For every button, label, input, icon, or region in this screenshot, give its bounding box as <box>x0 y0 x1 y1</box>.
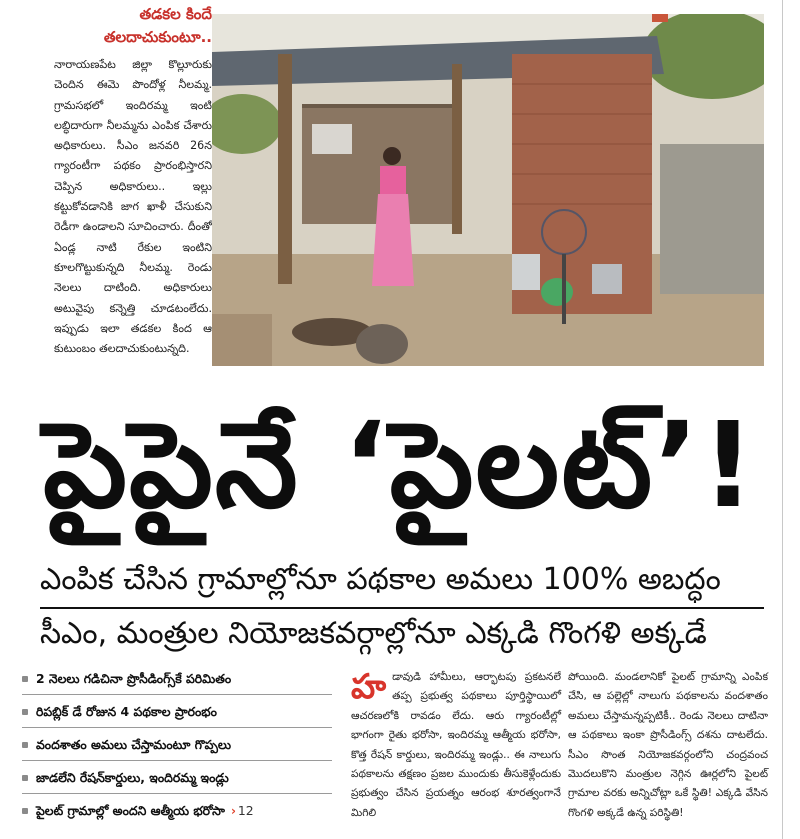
hut-photo-illustration <box>212 14 764 366</box>
caption-heading-line2: తలదాచుకుంటూ.. <box>103 28 212 46</box>
highlights-list <box>22 664 342 834</box>
news-photo <box>212 14 764 366</box>
continuation-arrow-icon: › <box>230 804 236 818</box>
photo-caption-text: నారాయణపేట జిల్లా కొల్లూరుకు చెందిన ఈమె పొందోళ్ల నీలమ్మ. గ్రామసభలో ఇందిరమ్మ ఇంటి లబ్ధిదారుగా నీలమ్మను ఎంపిక చేశారు అధికారులు. సీఎం జనవరి 26న గ్యారంటీగా పథకం ప్రారంభిస్తారని చెప్పిన అధికారులు.. ఇల్లు కట్టుకోవడానికి జాగ ఖాళీ చేసుకుని రెడీగా ఉండాలని సూచించారు. దీంతో ఏండ్ల నాటి రేకుల ఇంటిని కూలగొట్టుకున్నది నీలమ్మ. రెండు నెలలు దాటింది. అధికారులు అటువైపు కన్నెత్తి చూడటంలేదు. ఇప్పుడు ఇలా తడకల కింద ఆ కుటుంబం తలదాచుకుంటున్నది. <box>54 58 212 356</box>
bullet-icon <box>22 742 28 748</box>
drop-cap: హ <box>351 667 387 707</box>
subheadline-1: ఎంపిక చేసిన గ్రామాల్లోనూ పథకాల అమలు 100% అబద్ధం <box>40 562 721 597</box>
subheadline-2: సీఎం, మంత్రుల నియోజకవర్గాల్లోనూ ఎక్కడి గొంగళి అక్కడే <box>40 616 707 651</box>
page-margin-rule <box>782 0 783 839</box>
bullet-icon <box>22 709 28 715</box>
article-column-1 <box>351 668 561 836</box>
highlight-text: రిపబ్లిక్ డే రోజున 4 పథకాల ప్రారంభం <box>36 704 217 719</box>
caption-heading-line1: తడకల కిందే <box>139 5 212 23</box>
article-text-1: డావుడి హామీలు, ఆర్భాటపు ప్రకటనలే తప్ప ప్రభుత్వ పథకాలు పూర్తిస్థాయిలో ఆచరణలోకి రావడం లేదు. ఆరు గ్యారంటీల్లో భాగంగా రైతు భరోసా, ఇందిరమ్మ ఆత్మీయ భరోసా, కొత్త రేషన్ కార్డులు, ఇందిరమ్మ ఇండ్లు.. ఈ నాలుగు పథకాలను తక్షణం ప్రజల ముందుకు తీసుకెళ్లేందుకు ప్రభుత్వం చేసిన ప్రయత్నం ఆరంభ శూరత్వంగానే మిగిలి <box>351 671 561 819</box>
article-column-2: పోయింది. మండలానికో పైలట్ గ్రామాన్ని ఎంపిక చేసి, ఆ పల్లెల్లో నాలుగు పథకాలను వందశాతం అమలు చేస్తామన్నప్పటికీ.. రెండు నెలలు దాటినా ఆ పథకాలు ఇంకా ప్రొసీడింగ్స్ దశను దాటలేదు. సీఎం సొంత నియోజకవర్గంలోని చంద్రవంచ మొదలుకొని మంత్రుల నెగ్గిన ఊర్లలోని పైలట్ గ్రామాల వరకు అన్నిచోట్లా ఒకే స్థితి! ఎక్కడి వేసిన గొంగళి అక్కడే ఉన్న పరిస్థితి! <box>568 671 768 819</box>
highlight-item <box>22 697 332 728</box>
bullet-icon <box>22 775 28 781</box>
highlight-text: జాడలేని రేషన్‌కార్డులు, ఇందిరమ్మ ఇండ్లు <box>36 770 229 785</box>
highlight-text-inner: పైలట్ గ్రామాల్లో అందని ఆత్మీయ భరోసా <box>36 803 225 818</box>
highlight-item <box>22 664 332 695</box>
bullet-icon <box>22 808 28 814</box>
deck-divider <box>40 607 764 609</box>
highlight-text: వందశాతం అమలు చేస్తామంటూ గొప్పలు <box>36 737 231 752</box>
highlight-item <box>22 796 332 826</box>
highlight-item <box>22 730 332 761</box>
highlight-item <box>22 763 332 794</box>
highlight-text <box>36 796 254 826</box>
main-headline: పైపైనే ‘పైలట్’! <box>43 396 757 534</box>
bullet-icon <box>22 676 28 682</box>
continuation-page-number: 12 <box>237 803 254 818</box>
highlight-text: 2 నెలలు గడిచినా ప్రొసీడింగ్స్‌కే పరిమితం <box>36 671 232 686</box>
